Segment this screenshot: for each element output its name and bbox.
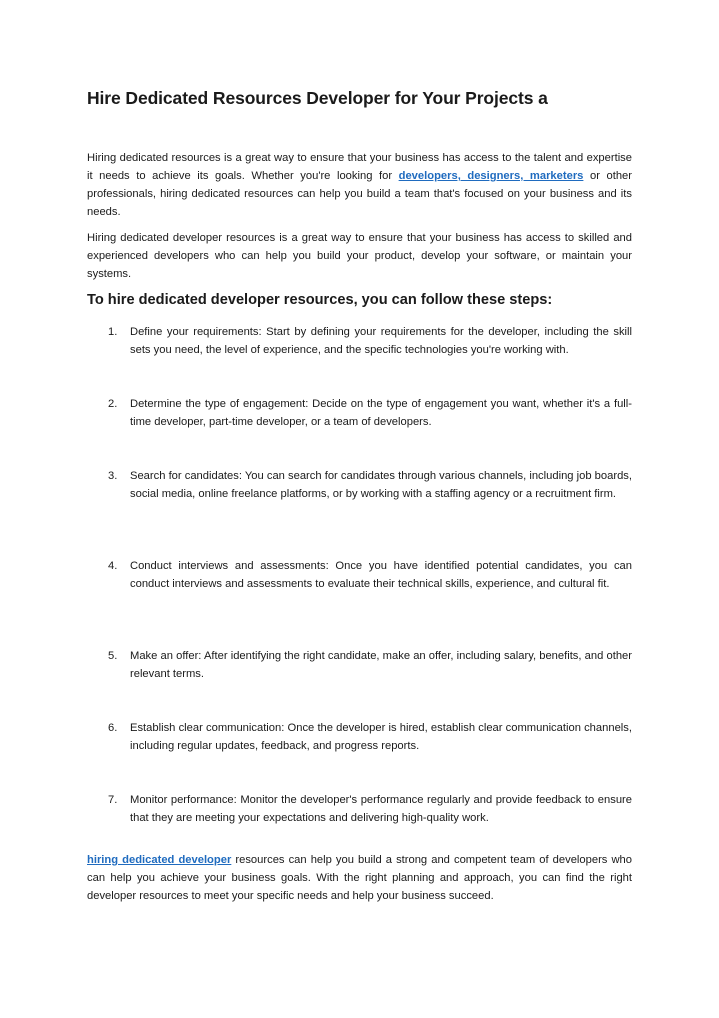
list-item-text: Search for candidates: You can search for candidates through various channels, including job boards, social media, online freelance platforms, or by working with a staffing agency or a recruitment firm.: [130, 470, 632, 500]
intro-p1-text-after: or other professionals, hiring dedicated resources can help you build a team that's focused on your business and its needs.: [87, 170, 632, 218]
list-item-number: 4.: [108, 560, 118, 572]
page-title: Hire Dedicated Resources Developer for Your Projects a: [87, 88, 548, 108]
closing-text: resources can help you build a strong and competent team of developers who can help you achieve your business goals. With the right planning and approach, you can find the right developer resources to meet your specific needs and help your business succeed.: [87, 854, 632, 902]
list-item-text: Establish clear communication: Once the developer is hired, establish clear communication channels, including regular updates, feedback, and progress reports.: [130, 722, 632, 752]
list-item-text: Define your requirements: Start by defining your requirements for the developer, including the skill sets you need, the level of experience, and the specific technologies you're working with.: [130, 326, 632, 356]
developers-designers-marketers-link[interactable]: developers, designers, marketers: [398, 170, 584, 182]
list-item-number: 1.: [108, 326, 118, 338]
steps-heading: To hire dedicated developer resources, you can follow these steps:: [87, 292, 553, 308]
list-item-number: 6.: [108, 722, 118, 734]
hiring-dedicated-developer-link[interactable]: hiring dedicated developer: [87, 854, 232, 866]
intro-paragraph-1: [87, 149, 632, 221]
list-item-number: 3.: [108, 470, 118, 482]
list-item-text: Determine the type of engagement: Decide on the type of engagement you want, whether it's a full-time developer, part-time developer, or a team of developers.: [130, 398, 632, 428]
list-item-number: 5.: [108, 650, 118, 662]
intro-paragraph-2: Hiring dedicated developer resources is a great way to ensure that your business has access to skilled and experienced developers who can help you build your product, develop your software, or maintain your systems.: [87, 232, 632, 280]
intro-p1-text-before: Hiring dedicated resources is a great way to ensure that your business has access to the talent and expertise it needs to achieve its goals. Whether you're looking for: [87, 152, 632, 182]
list-item-text: Conduct interviews and assessments: Once you have identified potential candidates, you can conduct interviews and assessments to evaluate their technical skills, experience, and cultural fit.: [130, 560, 632, 590]
list-item-text: Monitor performance: Monitor the developer's performance regularly and provide feedback to ensure that they are meeting your expectations and delivering high-quality work.: [130, 794, 632, 824]
list-item-number: 7.: [108, 794, 118, 806]
list-item-number: 2.: [108, 398, 118, 410]
closing-paragraph: [87, 851, 632, 905]
list-item-text: Make an offer: After identifying the right candidate, make an offer, including salary, benefits, and other relevant terms.: [130, 650, 632, 680]
